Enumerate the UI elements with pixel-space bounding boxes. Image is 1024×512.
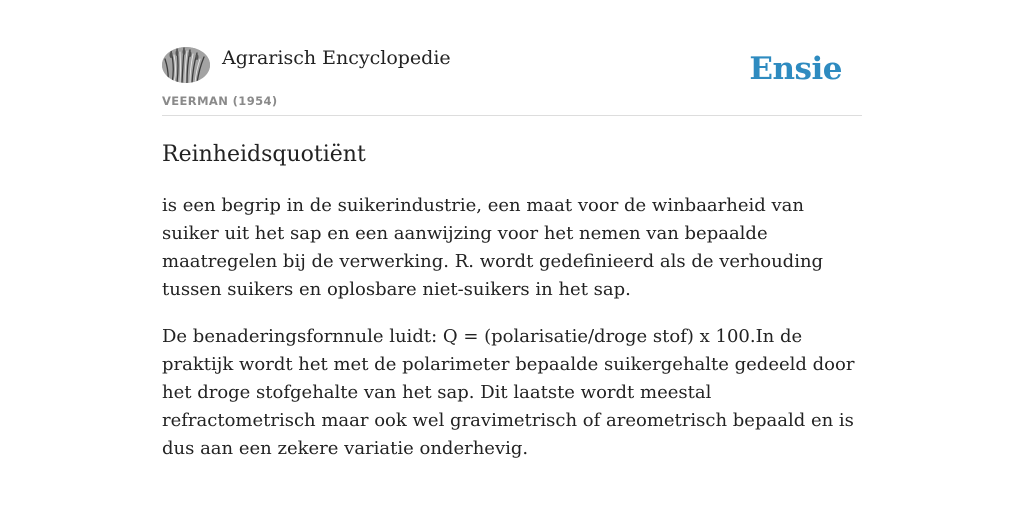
entry-paragraph: is een begrip in de suikerindustrie, een maat voor de winbaarheid van suiker uit het sap en een aanwijzing voor het nemen van bepaalde maatregelen bij de verwerking. R. wordt gedefinieerd als de verhouding tussen suikers en oplosbare niet-suikers in het sap. — [162, 195, 824, 300]
entry-body — [162, 192, 862, 463]
entry-paragraph: De benaderingsfornnule luidt: Q = (polarisatie/droge stof) x 100.In de praktijk wordt het met de polarimeter bepaalde suikergehalte gedeeld door het droge stofgehalte van het sap. Dit laatste wordt meestal refractometrisch maar ook wel gravimetrisch of areometrisch bepaald en is dus aan een zekere variatie onderhevig. — [162, 326, 855, 459]
page-container — [162, 46, 862, 482]
brand-logo[interactable]: Ensie — [749, 51, 842, 87]
source-subtitle: VEERMAN (1954) — [162, 94, 278, 108]
source-header — [162, 46, 862, 116]
entry-title: Reinheidsquotiënt — [162, 142, 366, 167]
wheat-logo-icon[interactable] — [162, 47, 210, 83]
source-title[interactable]: Agrarisch Encyclopedie — [222, 47, 451, 69]
